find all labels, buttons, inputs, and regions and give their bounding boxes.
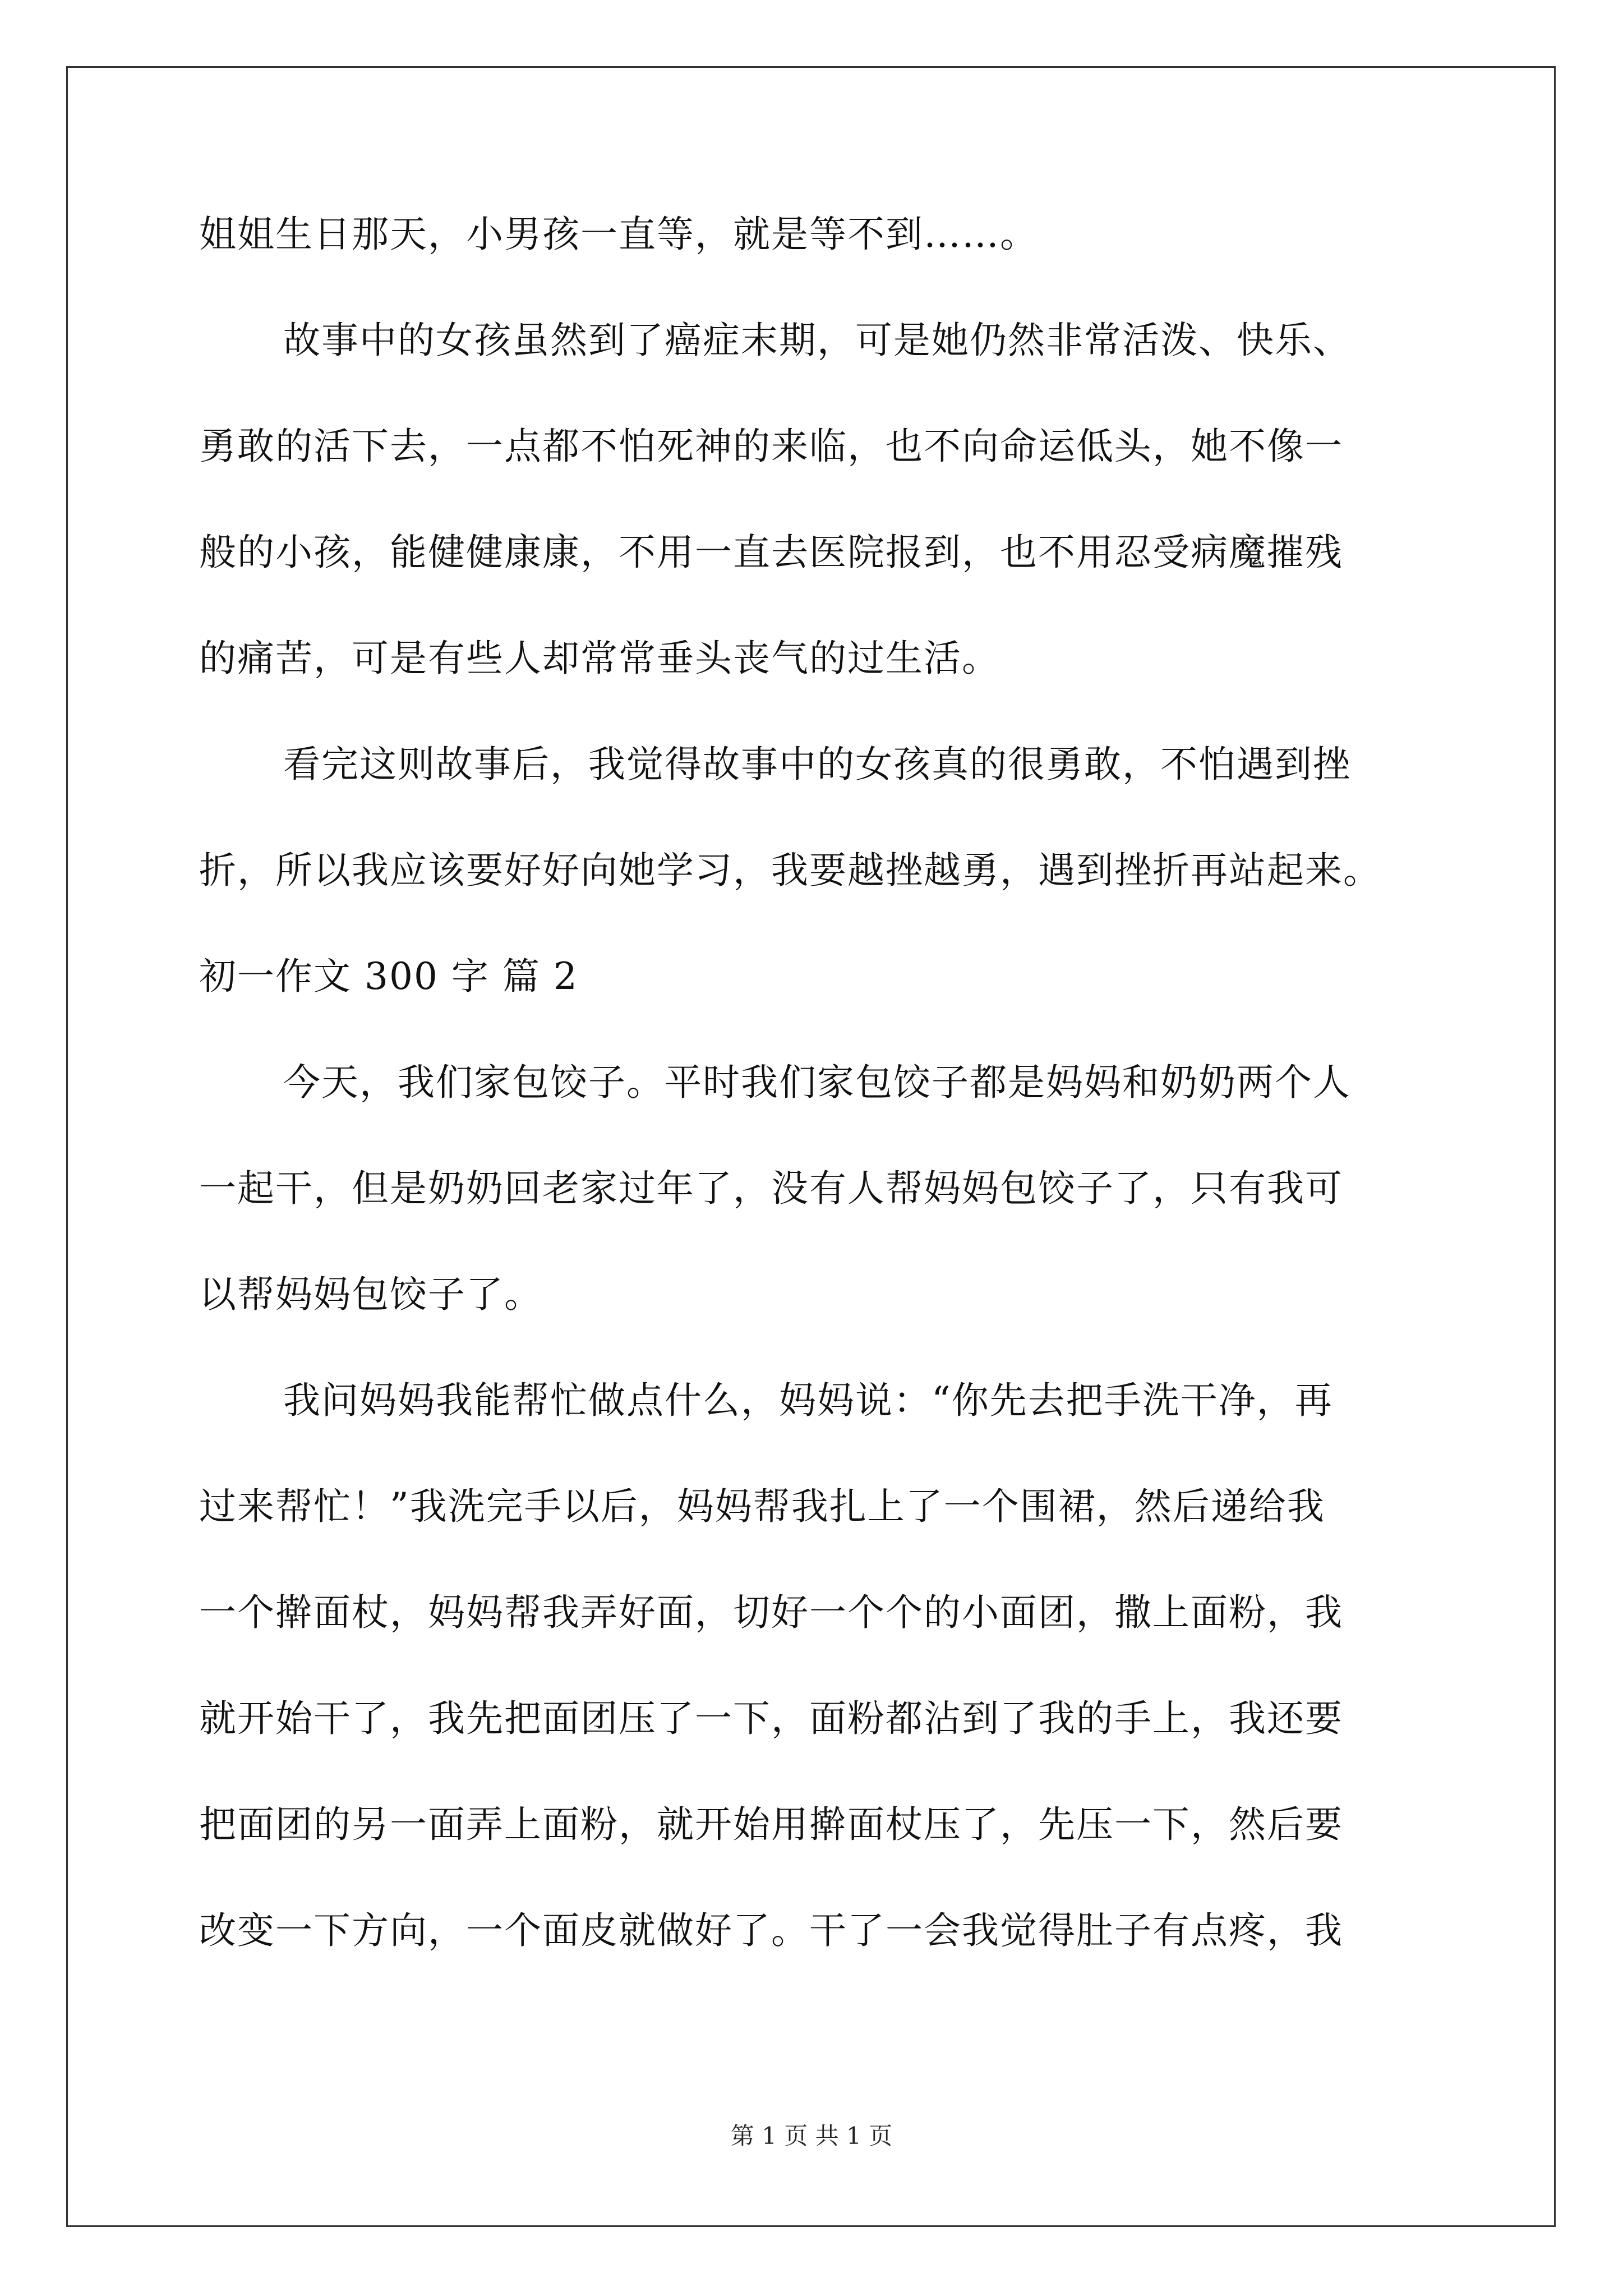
text-line: 一个擀面杖，妈妈帮我弄好面，切好一个个的小面团，撒上面粉，我 [199,1591,1343,1634]
text-line: 我问妈妈我能帮忙做点什么，妈妈说：“你先去把手洗干净，再 [283,1379,1333,1422]
text-line: 的痛苦，可是有些人却常常垂头丧气的过生活。 [199,637,1000,680]
page-footer: 第 1 页 共 1 页 [730,2122,893,2150]
text-line: 把面团的另一面弄上面粉，就开始用擀面杖压了，先压一下，然后要 [199,1803,1343,1846]
text-line: 就开始干了，我先把面团压了一下，面粉都沾到了我的手上，我还要 [199,1697,1343,1740]
text-line: 改变一下方向，一个面皮就做好了。干了一会我觉得肚子有点疼，我 [199,1909,1343,1952]
text-line: 折，所以我应该要好好向她学习，我要越挫越勇，遇到挫折再站起来。 [199,849,1381,892]
text-line: 勇敢的活下去，一点都不怕死神的来临，也不向命运低头，她不像一 [199,425,1343,468]
text-line: 看完这则故事后，我觉得故事中的女孩真的很勇敢，不怕遇到挫 [283,743,1351,786]
page-border [66,66,1556,2227]
text-line: 般的小孩，能健健康康，不用一直去医院报到，也不用忍受病魔摧残 [199,531,1343,574]
text-line: 过来帮忙！”我洗完手以后，妈妈帮我扎上了一个围裙，然后递给我 [199,1485,1325,1528]
section-heading: 初一作文 300 字 篇 2 [199,955,578,998]
text-line: 一起干，但是奶奶回老家过年了，没有人帮妈妈包饺子了，只有我可 [199,1167,1343,1210]
text-line: 以帮妈妈包饺子了。 [199,1273,542,1316]
text-line: 故事中的女孩虽然到了癌症末期，可是她仍然非常活泼、快乐、 [283,319,1351,362]
text-line: 姐姐生日那天，小男孩一直等，就是等不到……。 [199,213,1038,256]
text-line: 今天，我们家包饺子。平时我们家包饺子都是妈妈和奶奶两个人 [283,1061,1351,1104]
